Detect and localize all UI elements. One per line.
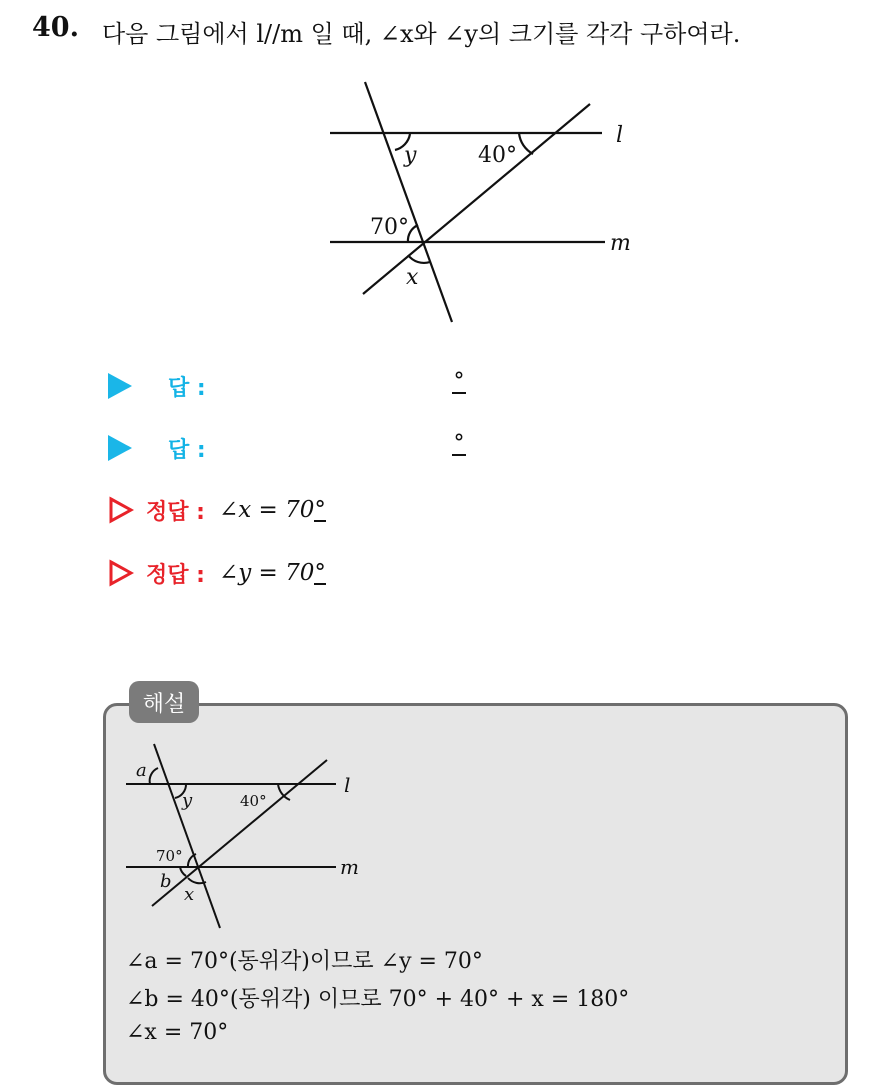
correct-answer-y: ∠y = 70° (218, 560, 326, 586)
label-x: x (184, 884, 195, 905)
correct-row-1 (108, 490, 326, 530)
answer-row-2 (108, 428, 206, 468)
arc-b (180, 867, 186, 876)
label-b: b (160, 871, 172, 892)
arc-x (408, 255, 430, 263)
question-text: 다음 그림에서 l//m 일 때, ∠x와 ∠y의 크기를 각각 구하여라. (102, 20, 741, 48)
answer-blank-1[interactable]: ° (453, 369, 465, 394)
question-number: 40. (32, 12, 79, 43)
answer-label: 답 : (168, 437, 206, 463)
main-figure (300, 70, 660, 330)
outline-triangle-icon (108, 559, 134, 587)
label-l: l (616, 123, 624, 148)
solution-line-3: ∠x = 70° (126, 1020, 229, 1045)
answer-label: 답 : (168, 375, 206, 401)
label-a: a (136, 760, 147, 781)
solution-line-2: ∠b = 40°(동위각) 이므로 70° + 40° + x = 180° (126, 987, 630, 1012)
label-x: x (406, 265, 419, 290)
correct-label: 정답 : (146, 499, 205, 525)
play-icon (108, 435, 132, 461)
arc-70 (408, 225, 418, 242)
correct-label: 정답 : (146, 562, 205, 588)
arc-40 (519, 133, 533, 154)
outline-triangle-icon (108, 496, 134, 524)
label-40: 40° (478, 143, 517, 168)
label-m: m (610, 231, 631, 256)
play-icon (108, 373, 132, 399)
transversal-2 (152, 760, 327, 906)
solution-tag: 해설 (129, 681, 199, 723)
solution-line-1: ∠a = 70°(동위각)이므로 ∠y = 70° (126, 949, 483, 974)
label-70: 70° (370, 215, 409, 240)
label-l: l (344, 773, 351, 797)
answer-row-1 (108, 366, 206, 406)
correct-row-2 (108, 553, 326, 593)
answer-blank-2[interactable]: ° (453, 431, 465, 456)
label-m: m (340, 855, 359, 879)
label-70: 70° (156, 847, 183, 865)
arc-a (150, 768, 158, 784)
label-y: y (182, 790, 193, 811)
solution-figure (120, 740, 380, 930)
label-40: 40° (240, 792, 267, 810)
correct-answer-x: ∠x = 70° (218, 497, 326, 523)
label-y: y (404, 143, 417, 168)
